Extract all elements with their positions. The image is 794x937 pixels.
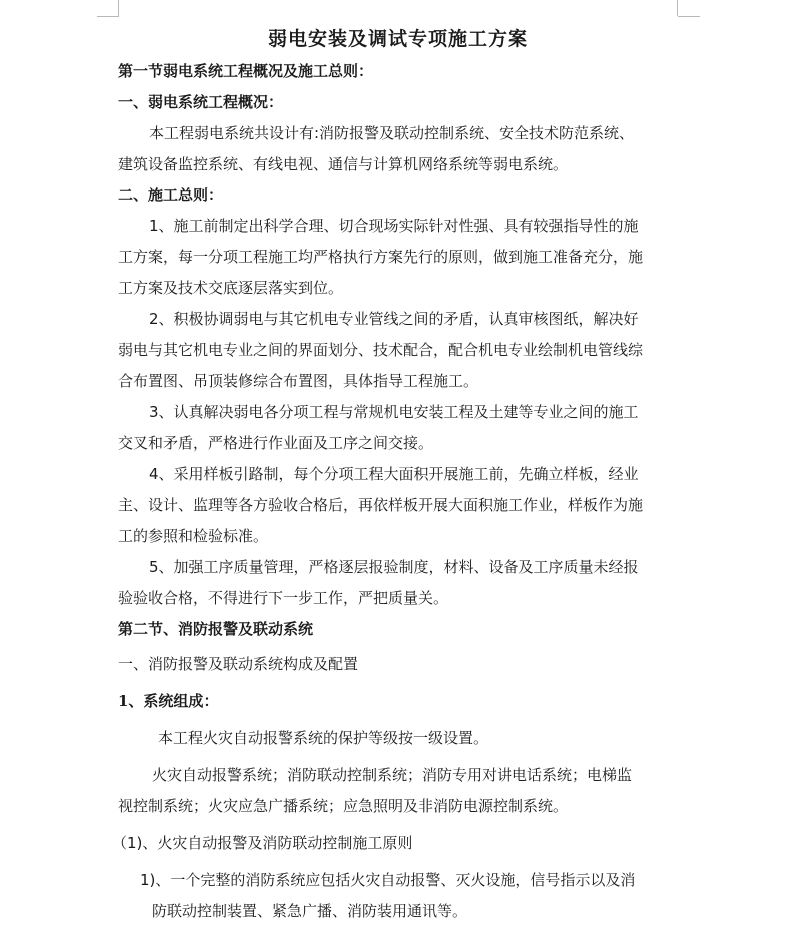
section-heading: 第二节、消防报警及联动系统: [118, 620, 314, 638]
corner-mark-top-left: [97, 16, 119, 17]
subsection-heading: 一、消防报警及联动系统构成及配置: [118, 655, 359, 673]
item-heading: 1、系统组成：: [118, 692, 219, 710]
paragraph-line: 合布置图、吊顶装修综合布置图，具体指导工程施工。: [118, 372, 479, 390]
paragraph-line: 验验收合格，不得进行下一步工作，严把质量关。: [118, 589, 449, 607]
paragraph-line: 工方案，每一分项工程施工均严格执行方案先行的原则，做到施工准备充分，施: [118, 248, 644, 266]
paragraph-line: 工的参照和检验标准。: [118, 527, 269, 545]
paragraph-line: 视控制系统；火灾应急广播系统；应急照明及非消防电源控制系统。: [118, 797, 569, 815]
paragraph-line: 本工程弱电系统共设计有:消防报警及联动控制系统、安全技术防范系统、: [149, 124, 635, 142]
corner-mark-top-right: [677, 0, 678, 16]
paragraph-line: 1、施工前制定出科学合理、切合现场实际针对性强、具有较强指导性的施: [149, 217, 639, 235]
document-page: [112, 22, 678, 927]
subsection-heading: 一、弱电系统工程概况：: [118, 93, 284, 111]
paragraph-line: 3、认真解决弱电各分项工程与常规机电安装工程及土建等专业之间的施工: [149, 403, 639, 421]
paragraph-line: 本工程火灾自动报警系统的保护等级按一级设置。: [158, 729, 489, 747]
corner-mark-top-left: [118, 0, 119, 16]
paragraph-line: 主、设计、监理等各方验收合格后，再依样板开展大面积施工作业，样板作为施: [118, 496, 644, 514]
paragraph-line: 2、积极协调弱电与其它机电专业管线之间的矛盾，认真审核图纸，解决好: [149, 310, 639, 328]
section-heading: 第一节弱电系统工程概况及施工总则：: [118, 62, 374, 80]
paragraph-line: 4、采用样板引路制，每个分项工程大面积开展施工前，先确立样板，经业: [149, 465, 639, 483]
paragraph-line: 火灾自动报警系统；消防联动控制系统；消防专用对讲电话系统；电梯监: [152, 766, 633, 784]
item-heading: （1)、火灾自动报警及消防联动控制施工原则: [112, 834, 413, 852]
paragraph-line: 工方案及技术交底逐层落实到位。: [118, 279, 344, 297]
paragraph-line: 防联动控制装置、紧急广播、消防装用通讯等。: [152, 902, 468, 920]
paragraph-line: 5、加强工序质量管理，严格逐层报验制度，材料、设备及工序质量未经报: [149, 558, 639, 576]
paragraph-line: 弱电与其它机电专业之间的界面划分、技术配合，配合机电专业绘制机电管线综: [118, 341, 644, 359]
paragraph-line: 建筑设备监控系统、有线电视、通信与计算机网络系统等弱电系统。: [118, 155, 569, 173]
corner-mark-top-right: [678, 16, 700, 17]
paragraph-line: 交叉和矛盾，严格进行作业面及工序之间交接。: [118, 434, 434, 452]
subsection-heading: 二、施工总则：: [118, 186, 224, 204]
document-title: 弱电安装及调试专项施工方案: [267, 28, 528, 50]
paragraph-line: 1)、一个完整的消防系统应包括火灾自动报警、灭火设施，信号指示以及消: [140, 871, 636, 889]
